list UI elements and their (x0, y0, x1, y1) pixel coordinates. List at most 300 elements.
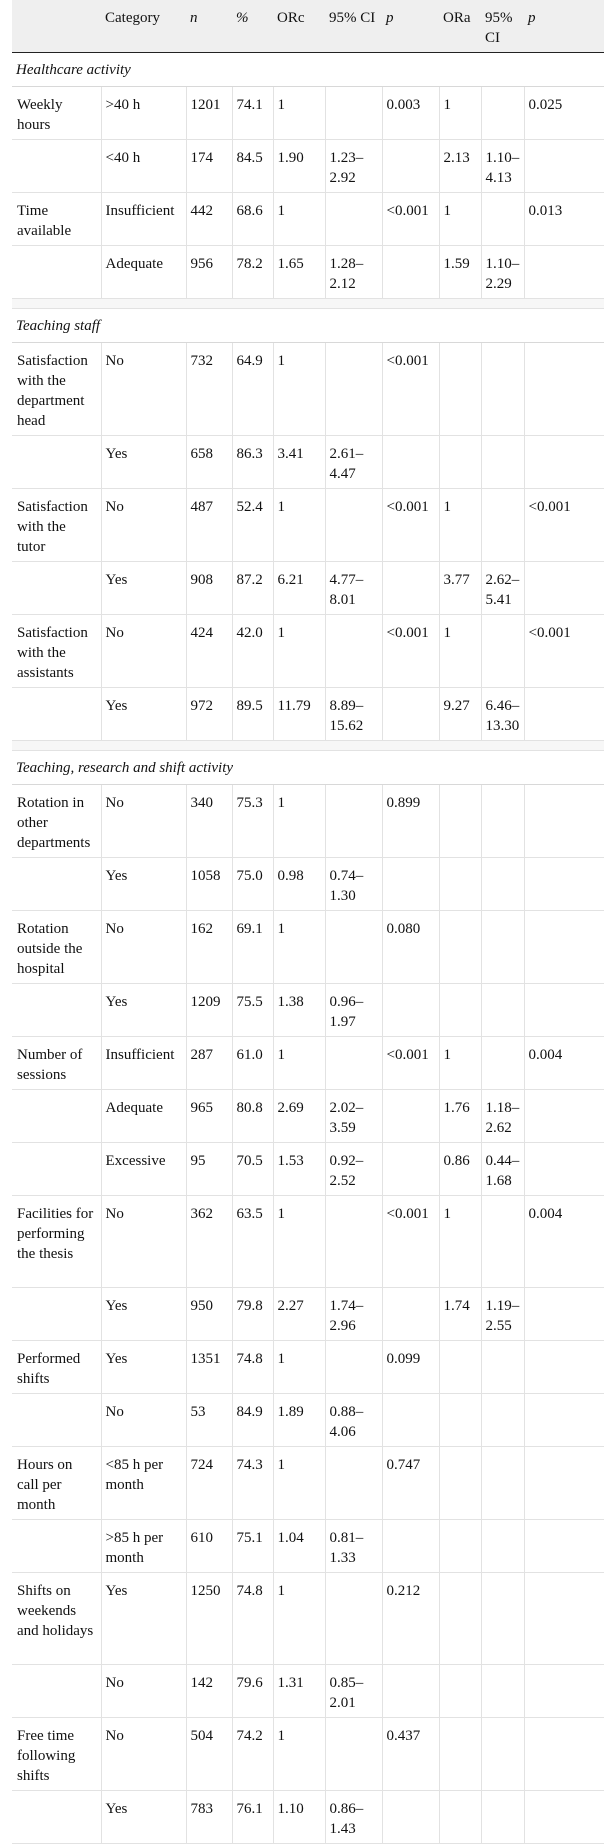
cell-ci-adjusted (481, 343, 524, 436)
cell-n: 1201 (186, 87, 232, 140)
cell-orc: 1 (273, 489, 325, 562)
cell-p-adjusted (524, 1447, 604, 1520)
table-row (12, 489, 604, 562)
cell-ora: 1 (439, 615, 481, 688)
cell-percent: 70.5 (232, 1143, 273, 1196)
cell-n: 142 (186, 1665, 232, 1718)
cell-p-crude: 0.437 (382, 1718, 439, 1791)
table-row (12, 193, 604, 246)
cell-percent: 64.9 (232, 343, 273, 436)
cell-orc: 3.41 (273, 436, 325, 489)
cell-percent: 74.1 (232, 87, 273, 140)
cell-n: 287 (186, 1037, 232, 1090)
cell-variable: Facilities for performing the thesis (12, 1196, 101, 1288)
cell-ci-adjusted (481, 193, 524, 246)
cell-variable (12, 688, 101, 741)
table-row (12, 343, 604, 436)
header-p-crude: p (382, 0, 439, 53)
cell-ora (439, 858, 481, 911)
cell-category: Adequate (101, 1090, 186, 1143)
cell-ci-adjusted (481, 785, 524, 858)
cell-ora: 1 (439, 1037, 481, 1090)
cell-ci-crude: 0.96–1.97 (325, 984, 382, 1037)
table-row (12, 87, 604, 140)
cell-category: Yes (101, 1341, 186, 1394)
cell-p-adjusted (524, 343, 604, 436)
table-row (12, 858, 604, 911)
cell-p-crude (382, 1090, 439, 1143)
cell-n: 504 (186, 1718, 232, 1791)
cell-p-adjusted (524, 785, 604, 858)
cell-orc: 1.10 (273, 1791, 325, 1844)
cell-ci-adjusted (481, 87, 524, 140)
cell-variable (12, 1143, 101, 1196)
cell-percent: 84.9 (232, 1394, 273, 1447)
cell-ora: 1 (439, 87, 481, 140)
cell-ci-adjusted (481, 615, 524, 688)
cell-percent: 89.5 (232, 688, 273, 741)
cell-orc: 1.65 (273, 246, 325, 299)
cell-variable (12, 246, 101, 299)
cell-ci-crude: 8.89–15.62 (325, 688, 382, 741)
cell-ci-crude: 0.85–2.01 (325, 1665, 382, 1718)
cell-orc: 1 (273, 193, 325, 246)
cell-ora: 1 (439, 1196, 481, 1288)
cell-ora: 1 (439, 193, 481, 246)
cell-variable: Rotation in other departments (12, 785, 101, 858)
cell-n: 162 (186, 911, 232, 984)
cell-n: 442 (186, 193, 232, 246)
cell-percent: 52.4 (232, 489, 273, 562)
cell-orc: 1 (273, 343, 325, 436)
cell-ci-crude (325, 785, 382, 858)
cell-ci-adjusted: 1.18–2.62 (481, 1090, 524, 1143)
section-title: Teaching, research and shift activity (12, 751, 604, 785)
cell-variable (12, 140, 101, 193)
section-row (12, 309, 604, 343)
cell-p-adjusted (524, 1520, 604, 1573)
cell-percent: 75.1 (232, 1520, 273, 1573)
cell-n: 95 (186, 1143, 232, 1196)
cell-percent: 78.2 (232, 246, 273, 299)
cell-orc: 1.53 (273, 1143, 325, 1196)
cell-percent: 79.8 (232, 1288, 273, 1341)
cell-variable: Satisfaction with the department head (12, 343, 101, 436)
cell-category: Insufficient (101, 1037, 186, 1090)
cell-ci-crude: 0.92–2.52 (325, 1143, 382, 1196)
cell-ci-crude: 0.74–1.30 (325, 858, 382, 911)
cell-ora: 1.74 (439, 1288, 481, 1341)
cell-p-crude: <0.001 (382, 343, 439, 436)
cell-percent: 87.2 (232, 562, 273, 615)
cell-ci-crude: 2.02–3.59 (325, 1090, 382, 1143)
cell-variable (12, 1288, 101, 1341)
cell-category: <40 h (101, 140, 186, 193)
cell-category: >85 h per month (101, 1520, 186, 1573)
cell-variable (12, 1520, 101, 1573)
cell-n: 724 (186, 1447, 232, 1520)
cell-category: >40 h (101, 87, 186, 140)
cell-category: No (101, 1665, 186, 1718)
table-row (12, 1143, 604, 1196)
table-row (12, 1447, 604, 1520)
cell-p-crude: 0.212 (382, 1573, 439, 1665)
cell-orc: 0.98 (273, 858, 325, 911)
cell-p-adjusted (524, 911, 604, 984)
cell-variable: Shifts on weekends and holidays (12, 1573, 101, 1665)
cell-ora (439, 984, 481, 1037)
cell-category: No (101, 1196, 186, 1288)
cell-ora (439, 1447, 481, 1520)
cell-ci-adjusted: 0.44–1.68 (481, 1143, 524, 1196)
cell-ci-adjusted (481, 1447, 524, 1520)
cell-p-adjusted: 0.004 (524, 1037, 604, 1090)
cell-variable (12, 1791, 101, 1844)
cell-variable (12, 858, 101, 911)
cell-p-crude (382, 562, 439, 615)
section-row (12, 751, 604, 785)
cell-n: 487 (186, 489, 232, 562)
header-category: Category (101, 0, 186, 53)
spacer-cell (12, 299, 604, 309)
cell-ci-crude (325, 343, 382, 436)
cell-orc: 1.38 (273, 984, 325, 1037)
table-row (12, 562, 604, 615)
cell-ci-adjusted (481, 436, 524, 489)
cell-p-adjusted (524, 1288, 604, 1341)
cell-ora: 3.77 (439, 562, 481, 615)
cell-p-crude (382, 436, 439, 489)
cell-orc: 1.31 (273, 1665, 325, 1718)
table-row (12, 1341, 604, 1394)
cell-p-crude: <0.001 (382, 615, 439, 688)
cell-p-adjusted (524, 858, 604, 911)
cell-n: 1209 (186, 984, 232, 1037)
cell-ora: 2.13 (439, 140, 481, 193)
section-row (12, 53, 604, 87)
cell-variable: Time available (12, 193, 101, 246)
cell-variable (12, 1090, 101, 1143)
cell-p-adjusted: 0.013 (524, 193, 604, 246)
cell-p-adjusted (524, 1090, 604, 1143)
cell-n: 732 (186, 343, 232, 436)
cell-ci-adjusted (481, 858, 524, 911)
cell-ci-adjusted (481, 911, 524, 984)
table-header (12, 0, 604, 53)
header-row (12, 0, 604, 53)
table-row (12, 436, 604, 489)
cell-variable: Weekly hours (12, 87, 101, 140)
cell-ci-crude (325, 1573, 382, 1665)
cell-p-crude: 0.080 (382, 911, 439, 984)
cell-ora (439, 1718, 481, 1791)
table-row (12, 1196, 604, 1288)
cell-n: 53 (186, 1394, 232, 1447)
cell-p-adjusted (524, 562, 604, 615)
cell-n: 956 (186, 246, 232, 299)
cell-n: 950 (186, 1288, 232, 1341)
cell-orc: 2.27 (273, 1288, 325, 1341)
cell-category: No (101, 785, 186, 858)
cell-p-adjusted (524, 1665, 604, 1718)
cell-ora: 1 (439, 489, 481, 562)
cell-orc: 1 (273, 785, 325, 858)
section-title: Teaching staff (12, 309, 604, 343)
cell-variable (12, 1394, 101, 1447)
cell-category: Yes (101, 436, 186, 489)
section-spacer (12, 299, 604, 309)
cell-ora (439, 1665, 481, 1718)
table-row (12, 984, 604, 1037)
cell-percent: 75.5 (232, 984, 273, 1037)
section-spacer (12, 741, 604, 751)
cell-p-crude (382, 1394, 439, 1447)
cell-p-crude: <0.001 (382, 1196, 439, 1288)
cell-category: No (101, 1394, 186, 1447)
table-row (12, 785, 604, 858)
cell-p-crude (382, 1143, 439, 1196)
cell-n: 1250 (186, 1573, 232, 1665)
cell-percent: 84.5 (232, 140, 273, 193)
cell-ci-adjusted (481, 1341, 524, 1394)
cell-ci-crude: 2.61–4.47 (325, 436, 382, 489)
cell-p-crude (382, 688, 439, 741)
cell-percent: 79.6 (232, 1665, 273, 1718)
cell-ci-adjusted (481, 1394, 524, 1447)
cell-n: 340 (186, 785, 232, 858)
cell-orc: 1 (273, 1341, 325, 1394)
cell-ci-crude: 0.81–1.33 (325, 1520, 382, 1573)
cell-p-adjusted (524, 1791, 604, 1844)
cell-category: Yes (101, 1288, 186, 1341)
cell-ora (439, 436, 481, 489)
table-row (12, 688, 604, 741)
cell-category: <85 h per month (101, 1447, 186, 1520)
results-table (12, 0, 604, 1844)
cell-ci-crude (325, 1447, 382, 1520)
cell-ora (439, 911, 481, 984)
cell-ci-adjusted: 2.62–5.41 (481, 562, 524, 615)
cell-p-crude (382, 140, 439, 193)
cell-p-crude (382, 858, 439, 911)
cell-ci-adjusted (481, 1196, 524, 1288)
cell-orc: 1.90 (273, 140, 325, 193)
cell-percent: 74.8 (232, 1341, 273, 1394)
cell-percent: 75.0 (232, 858, 273, 911)
cell-p-adjusted (524, 1394, 604, 1447)
cell-ora (439, 1394, 481, 1447)
cell-ci-crude: 4.77–8.01 (325, 562, 382, 615)
cell-percent: 86.3 (232, 436, 273, 489)
cell-orc: 2.69 (273, 1090, 325, 1143)
cell-orc: 11.79 (273, 688, 325, 741)
cell-variable: Free time following shifts (12, 1718, 101, 1791)
cell-percent: 74.2 (232, 1718, 273, 1791)
cell-percent: 74.8 (232, 1573, 273, 1665)
cell-category: Yes (101, 858, 186, 911)
cell-ci-crude: 1.74–2.96 (325, 1288, 382, 1341)
cell-n: 972 (186, 688, 232, 741)
cell-ora (439, 343, 481, 436)
table-row (12, 1665, 604, 1718)
cell-ci-crude: 0.88–4.06 (325, 1394, 382, 1447)
header-ci-crude: 95% CI (325, 0, 382, 53)
cell-percent: 80.8 (232, 1090, 273, 1143)
cell-ci-adjusted (481, 1665, 524, 1718)
cell-percent: 61.0 (232, 1037, 273, 1090)
cell-p-crude: <0.001 (382, 193, 439, 246)
cell-ci-adjusted (481, 984, 524, 1037)
cell-orc: 1 (273, 1447, 325, 1520)
cell-n: 965 (186, 1090, 232, 1143)
cell-p-adjusted (524, 688, 604, 741)
cell-orc: 1 (273, 1718, 325, 1791)
section-title: Healthcare activity (12, 53, 604, 87)
cell-p-adjusted (524, 246, 604, 299)
cell-p-adjusted: <0.001 (524, 489, 604, 562)
header-orc: ORc (273, 0, 325, 53)
header-variable (12, 0, 101, 53)
cell-orc: 1.04 (273, 1520, 325, 1573)
table-row (12, 1520, 604, 1573)
table-row (12, 615, 604, 688)
cell-category: Yes (101, 1791, 186, 1844)
cell-category: No (101, 911, 186, 984)
cell-p-crude (382, 1665, 439, 1718)
table-row (12, 1791, 604, 1844)
cell-ci-adjusted (481, 1037, 524, 1090)
cell-ora (439, 785, 481, 858)
cell-category: Yes (101, 562, 186, 615)
cell-ci-crude (325, 1196, 382, 1288)
cell-ora (439, 1341, 481, 1394)
cell-ora: 1.76 (439, 1090, 481, 1143)
cell-ora (439, 1791, 481, 1844)
cell-n: 1058 (186, 858, 232, 911)
cell-p-adjusted: <0.001 (524, 615, 604, 688)
header-p-adjusted: p (524, 0, 604, 53)
cell-category: Insufficient (101, 193, 186, 246)
table-row (12, 1718, 604, 1791)
cell-p-crude: <0.001 (382, 1037, 439, 1090)
cell-ci-adjusted: 1.10–2.29 (481, 246, 524, 299)
table-row (12, 140, 604, 193)
cell-p-crude (382, 1520, 439, 1573)
cell-ci-adjusted: 1.10–4.13 (481, 140, 524, 193)
header-ora: ORa (439, 0, 481, 53)
cell-ora (439, 1520, 481, 1573)
cell-p-crude: 0.003 (382, 87, 439, 140)
cell-category: No (101, 615, 186, 688)
cell-p-adjusted (524, 1718, 604, 1791)
cell-p-crude (382, 1791, 439, 1844)
header-ci-adjusted: 95% CI (481, 0, 524, 53)
cell-n: 1351 (186, 1341, 232, 1394)
cell-orc: 1 (273, 1573, 325, 1665)
cell-ci-crude (325, 1037, 382, 1090)
cell-ci-crude: 1.23–2.92 (325, 140, 382, 193)
cell-ci-adjusted: 6.46–13.30 (481, 688, 524, 741)
cell-variable: Rotation outside the hospital (12, 911, 101, 984)
cell-orc: 6.21 (273, 562, 325, 615)
cell-p-crude (382, 1288, 439, 1341)
cell-category: Yes (101, 688, 186, 741)
table-body (12, 53, 604, 1844)
spacer-cell (12, 741, 604, 751)
table-row (12, 246, 604, 299)
cell-variable: Performed shifts (12, 1341, 101, 1394)
cell-percent: 75.3 (232, 785, 273, 858)
cell-percent: 76.1 (232, 1791, 273, 1844)
cell-p-adjusted: 0.025 (524, 87, 604, 140)
cell-category: No (101, 343, 186, 436)
cell-ci-crude (325, 911, 382, 984)
cell-percent: 74.3 (232, 1447, 273, 1520)
cell-ci-crude (325, 1718, 382, 1791)
cell-variable (12, 1665, 101, 1718)
cell-ora: 1.59 (439, 246, 481, 299)
cell-orc: 1.89 (273, 1394, 325, 1447)
cell-category: Yes (101, 984, 186, 1037)
header-n: n (186, 0, 232, 53)
table-row (12, 1394, 604, 1447)
cell-category: No (101, 489, 186, 562)
cell-category: Yes (101, 1573, 186, 1665)
cell-variable (12, 436, 101, 489)
cell-n: 658 (186, 436, 232, 489)
cell-p-crude: 0.899 (382, 785, 439, 858)
cell-category: Adequate (101, 246, 186, 299)
cell-ora: 9.27 (439, 688, 481, 741)
cell-orc: 1 (273, 1196, 325, 1288)
table-row (12, 1288, 604, 1341)
cell-p-adjusted (524, 984, 604, 1037)
cell-n: 362 (186, 1196, 232, 1288)
cell-orc: 1 (273, 1037, 325, 1090)
header-percent: % (232, 0, 273, 53)
cell-ci-crude: 0.86–1.43 (325, 1791, 382, 1844)
cell-category: Excessive (101, 1143, 186, 1196)
cell-ci-adjusted (481, 1791, 524, 1844)
cell-ci-crude (325, 489, 382, 562)
cell-ci-adjusted: 1.19–2.55 (481, 1288, 524, 1341)
cell-variable (12, 984, 101, 1037)
cell-p-crude: 0.099 (382, 1341, 439, 1394)
cell-ci-crude (325, 87, 382, 140)
cell-n: 783 (186, 1791, 232, 1844)
cell-ci-crude: 1.28–2.12 (325, 246, 382, 299)
cell-ci-adjusted (481, 1520, 524, 1573)
table-row (12, 1090, 604, 1143)
cell-p-adjusted (524, 140, 604, 193)
cell-p-adjusted (524, 1573, 604, 1665)
table-row (12, 1037, 604, 1090)
table-row (12, 911, 604, 984)
cell-p-adjusted (524, 436, 604, 489)
cell-percent: 68.6 (232, 193, 273, 246)
cell-ci-crude (325, 615, 382, 688)
cell-p-crude: 0.747 (382, 1447, 439, 1520)
cell-variable: Satisfaction with the assistants (12, 615, 101, 688)
cell-n: 908 (186, 562, 232, 615)
cell-p-crude (382, 984, 439, 1037)
cell-variable: Satisfaction with the tutor (12, 489, 101, 562)
cell-n: 610 (186, 1520, 232, 1573)
cell-orc: 1 (273, 911, 325, 984)
cell-p-adjusted (524, 1143, 604, 1196)
cell-ora: 0.86 (439, 1143, 481, 1196)
cell-ci-adjusted (481, 1573, 524, 1665)
